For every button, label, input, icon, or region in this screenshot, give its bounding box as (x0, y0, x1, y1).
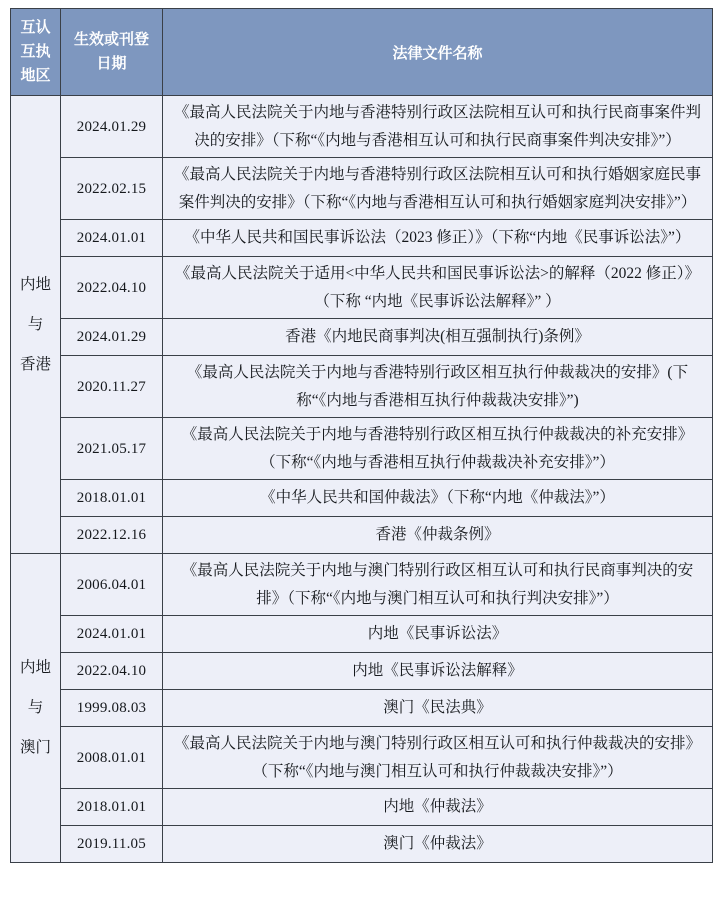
date-cell: 2018.01.01 (61, 480, 163, 517)
table-row (11, 257, 713, 319)
doc-cell: 《最高人民法院关于内地与香港特别行政区法院相互认可和执行民商事案件判决的安排》（下称“《内地与香港相互认可和执行民商事案件判决安排》”） (163, 96, 713, 158)
date-cell: 2022.04.10 (61, 257, 163, 319)
date-cell: 2006.04.01 (61, 554, 163, 616)
table-row (11, 554, 713, 616)
table-row (11, 319, 713, 356)
date-cell: 2018.01.01 (61, 789, 163, 826)
doc-cell: 内地《民事诉讼法解释》 (163, 653, 713, 690)
legal-documents-table (10, 8, 713, 863)
header-region (11, 9, 61, 96)
doc-cell: 香港《内地民商事判决(相互强制执行)条例》 (163, 319, 713, 356)
doc-cell: 《最高人民法院关于内地与香港特别行政区法院相互认可和执行婚姻家庭民事案件判决的安排》（下称“《内地与香港相互认可和执行婚姻家庭判决安排》”） (163, 158, 713, 220)
region-line: 澳门 (19, 739, 51, 756)
region-cell-mainland-hk (11, 96, 61, 554)
table-row (11, 480, 713, 517)
date-cell: 2019.11.05 (61, 826, 163, 863)
header-date-line: 生效或刊登 (73, 32, 149, 48)
date-cell: 2024.01.29 (61, 319, 163, 356)
region-line: 内地 (19, 659, 51, 676)
doc-cell: 《中华人民共和国民事诉讼法（2023 修正）》（下称“内地《民事诉讼法》”） (163, 220, 713, 257)
date-cell: 2024.01.01 (61, 220, 163, 257)
table-row (11, 356, 713, 418)
region-line: 香港 (19, 355, 51, 373)
doc-cell: 内地《仲裁法》 (163, 789, 713, 826)
table-row (11, 158, 713, 220)
table-row (11, 220, 713, 257)
header-region-line: 互执 (20, 44, 51, 60)
doc-cell: 《最高人民法院关于内地与澳门特别行政区相互认可和执行仲裁裁决的安排》（下称“《内地与澳门相互认可和执行仲裁裁决安排》”） (163, 727, 713, 789)
table-row (11, 690, 713, 727)
date-cell: 2022.02.15 (61, 158, 163, 220)
table-row (11, 96, 713, 158)
date-cell: 2020.11.27 (61, 356, 163, 418)
region-line: 与 (27, 699, 44, 716)
table-row (11, 616, 713, 653)
doc-cell: 《中华人民共和国仲裁法》（下称“内地《仲裁法》”） (163, 480, 713, 517)
date-cell: 2022.04.10 (61, 653, 163, 690)
doc-cell: 《最高人民法院关于内地与香港特别行政区相互执行仲裁裁决的补充安排》（下称“《内地与香港相互执行仲裁裁决补充安排》”） (163, 418, 713, 480)
region-line: 与 (27, 315, 44, 333)
table-row (11, 826, 713, 863)
table-row (11, 418, 713, 480)
doc-cell: 《最高人民法院关于内地与香港特别行政区相互执行仲裁裁决的安排》(下称“《内地与香港相互执行仲裁裁决安排》”) (163, 356, 713, 418)
header-region-line: 地区 (20, 68, 51, 84)
header-region-line: 互认 (20, 20, 51, 36)
header-row (11, 9, 713, 96)
doc-cell: 内地《民事诉讼法》 (163, 616, 713, 653)
date-cell: 1999.08.03 (61, 690, 163, 727)
table-row (11, 653, 713, 690)
table-row (11, 517, 713, 554)
date-cell: 2024.01.29 (61, 96, 163, 158)
date-cell: 2021.05.17 (61, 418, 163, 480)
date-cell: 2008.01.01 (61, 727, 163, 789)
doc-cell: 澳门《民法典》 (163, 690, 713, 727)
doc-cell: 澳门《仲裁法》 (163, 826, 713, 863)
table-row (11, 789, 713, 826)
doc-cell: 《最高人民法院关于内地与澳门特别行政区相互认可和执行民商事判决的安排》（下称“《内地与澳门相互认可和执行判决安排》”） (163, 554, 713, 616)
doc-cell: 香港《仲裁条例》 (163, 517, 713, 554)
date-cell: 2022.12.16 (61, 517, 163, 554)
header-date-line: 日期 (96, 56, 127, 72)
table-row (11, 727, 713, 789)
doc-cell: 《最高人民法院关于适用<中华人民共和国民事诉讼法>的解释（2022 修正）》（下称 “内地《民事诉讼法解释》” ） (163, 257, 713, 319)
date-cell: 2024.01.01 (61, 616, 163, 653)
region-line: 内地 (19, 275, 51, 293)
region-cell-mainland-macau (11, 554, 61, 863)
header-doc: 法律文件名称 (163, 9, 713, 96)
header-date (61, 9, 163, 96)
